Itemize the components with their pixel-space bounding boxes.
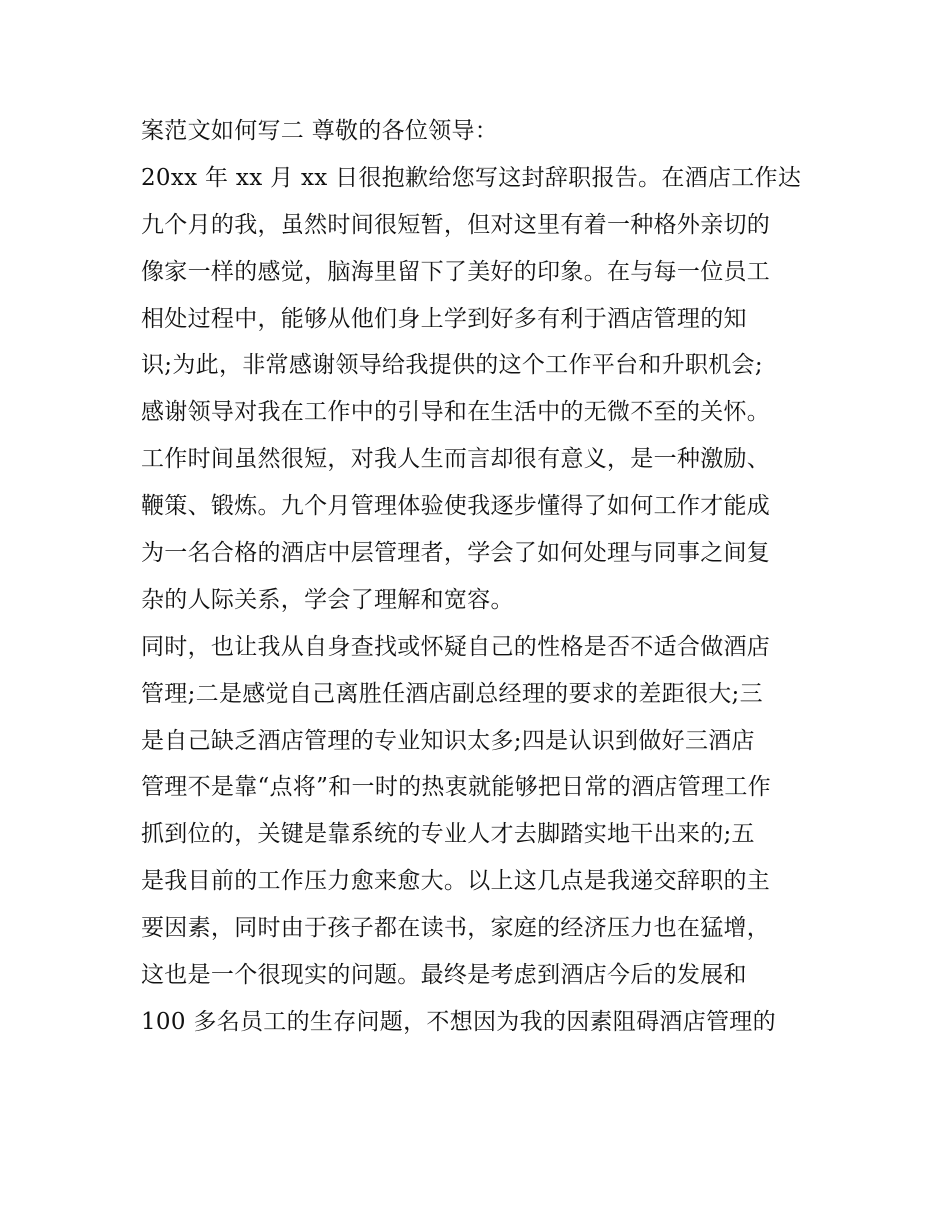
text-line: 像家一样的感觉，脑海里留下了美好的印象。在与每一位员工 [141, 258, 771, 285]
text-line: 是我目前的工作压力愈来愈大。以上这几点是我递交辞职的主 [141, 868, 771, 895]
text-line: 同时，也让我从自身查找或怀疑自己的性格是否不适合做酒店 [141, 633, 771, 660]
text-line: 管理;二是感觉自己离胜任酒店副总经理的要求的差距很大;三 [141, 680, 763, 707]
text-line: 要因素，同时由于孩子都在读书，家庭的经济压力也在猛增， [141, 915, 771, 942]
text-line: 杂的人际关系，学会了理解和宽容。 [141, 586, 514, 613]
text-line: 感谢领导对我在工作中的引导和在生活中的无微不至的关怀。 [141, 399, 771, 426]
text-line: 是自己缺乏酒店管理的专业知识太多;四是认识到做好三酒店 [141, 727, 755, 754]
text-line: 20xx 年 xx 月 xx 日很抱歉给您写这封辞职报告。在酒店工作达 [141, 164, 802, 191]
text-line: 100 多名员工的生存问题，不想因为我的因素阻碍酒店管理的 [141, 1008, 776, 1035]
text-line: 案范文如何写二 尊敬的各位领导： [141, 118, 499, 144]
document-body [141, 108, 821, 1046]
text-line: 工作时间虽然很短，对我人生而言却很有意义，是一种激励、 [141, 446, 771, 473]
text-line: 这也是一个很现实的问题。最终是考虑到酒店今后的发展和 [141, 962, 747, 989]
text-line: 识;为此，非常感谢领导给我提供的这个工作平台和升职机会; [141, 352, 763, 379]
text-line: 九个月的我，虽然时间很短暂，但对这里有着一种格外亲切的 [141, 211, 771, 238]
text-line: 鞭策、锻炼。九个月管理体验使我逐步懂得了如何工作才能成 [141, 493, 771, 520]
text-line: 抓到位的，关键是靠系统的专业人才去脚踏实地干出来的;五 [141, 821, 755, 848]
text-line: 管理不是靠“点将”和一时的热衷就能够把日常的酒店管理工作 [141, 774, 771, 801]
text-line: 相处过程中，能够从他们身上学到好多有利于酒店管理的知 [141, 305, 747, 332]
text-line: 为一名合格的酒店中层管理者，学会了如何处理与同事之间复 [141, 540, 771, 567]
